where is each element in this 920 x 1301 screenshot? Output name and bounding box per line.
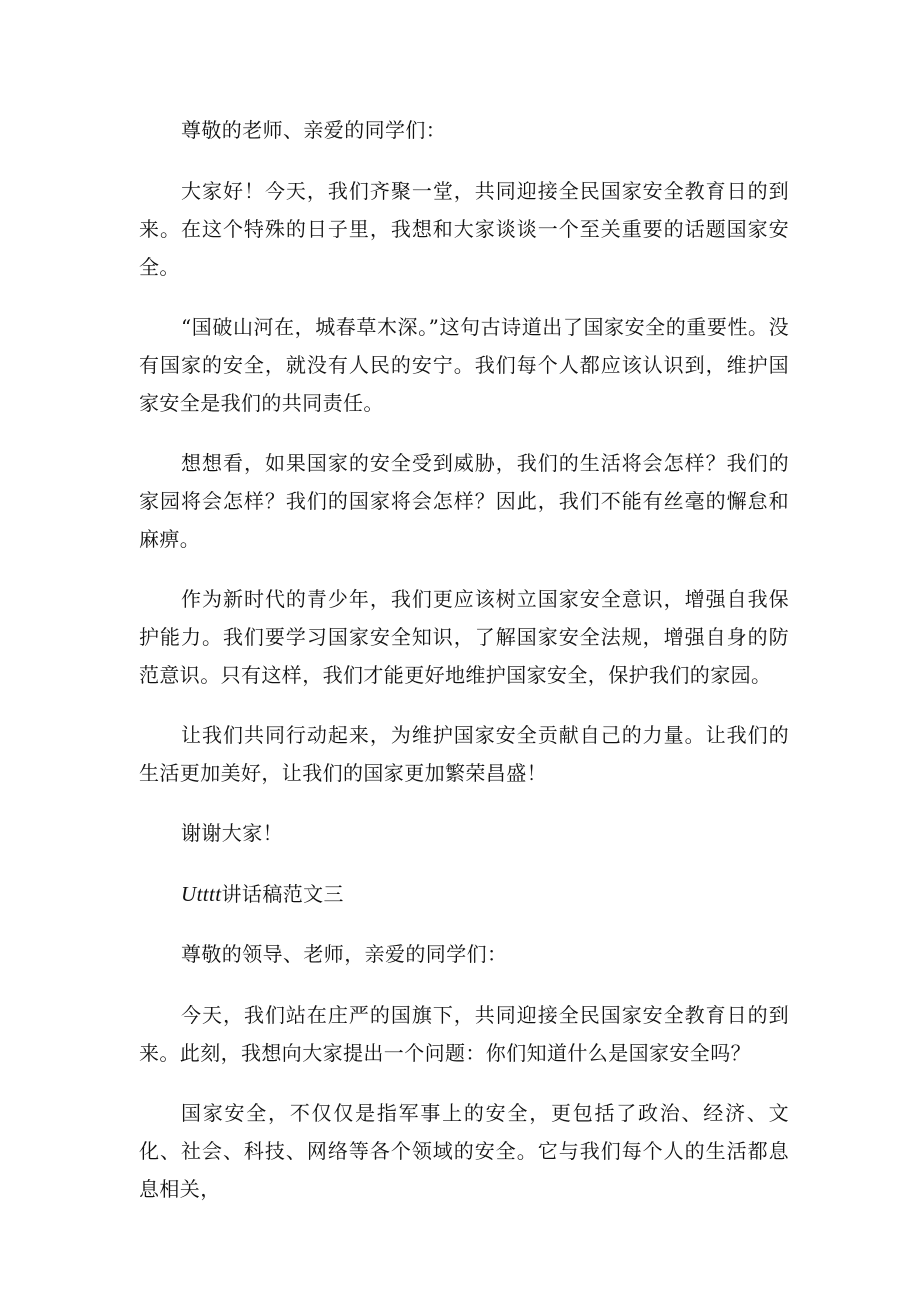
section-heading: [139, 875, 789, 913]
paragraph: 国家安全，不仅仅是指军事上的安全，更包括了政治、经济、文化、社会、科技、网络等各个领域的安全。它与我们每个人的生活都息息相关，: [139, 1101, 789, 1201]
salutation-2: 尊敬的领导、老师，亲爱的同学们：: [181, 942, 508, 966]
section-heading-latin: Utttt: [181, 882, 222, 906]
paragraph: 让我们共同行动起来，为维护国家安全贡献自己的力量。让我们的生活更加美好，让我们的国家更加繁荣昌盛！: [139, 723, 789, 785]
paragraph: “国破山河在，城春草木深。”这句古诗道出了国家安全的重要性。没有国家的安全，就没有人民的安宁。我们每个人都应该认识到，维护国家安全是我们的共同责任。: [139, 315, 789, 415]
paragraph: 作为新时代的青少年，我们更应该树立国家安全意识，增强自我保护能力。我们要学习国家安全知识，了解国家安全法规，增强自身的防范意识。只有这样，我们才能更好地维护国家安全，保护我们的家园。: [139, 587, 789, 687]
paragraph: 今天，我们站在庄严的国旗下，共同迎接全民国家安全教育日的到来。此刻，我想向大家提出一个问题：你们知道什么是国家安全吗？: [139, 1003, 789, 1065]
paragraph: 想想看，如果国家的安全受到威胁，我们的生活将会怎样？我们的家园将会怎样？我们的国家将会怎样？因此，我们不能有丝毫的懈怠和麻痹。: [139, 451, 789, 551]
section-heading-text: 讲话稿范文三: [221, 882, 344, 906]
salutation: 尊敬的老师、亲爱的同学们：: [181, 118, 447, 142]
paragraph: 大家好！今天，我们齐聚一堂，共同迎接全民国家安全教育日的到来。在这个特殊的日子里，我想和大家谈谈一个至关重要的话题国家安全。: [139, 179, 789, 279]
closing-thanks: 谢谢大家！: [181, 821, 283, 845]
